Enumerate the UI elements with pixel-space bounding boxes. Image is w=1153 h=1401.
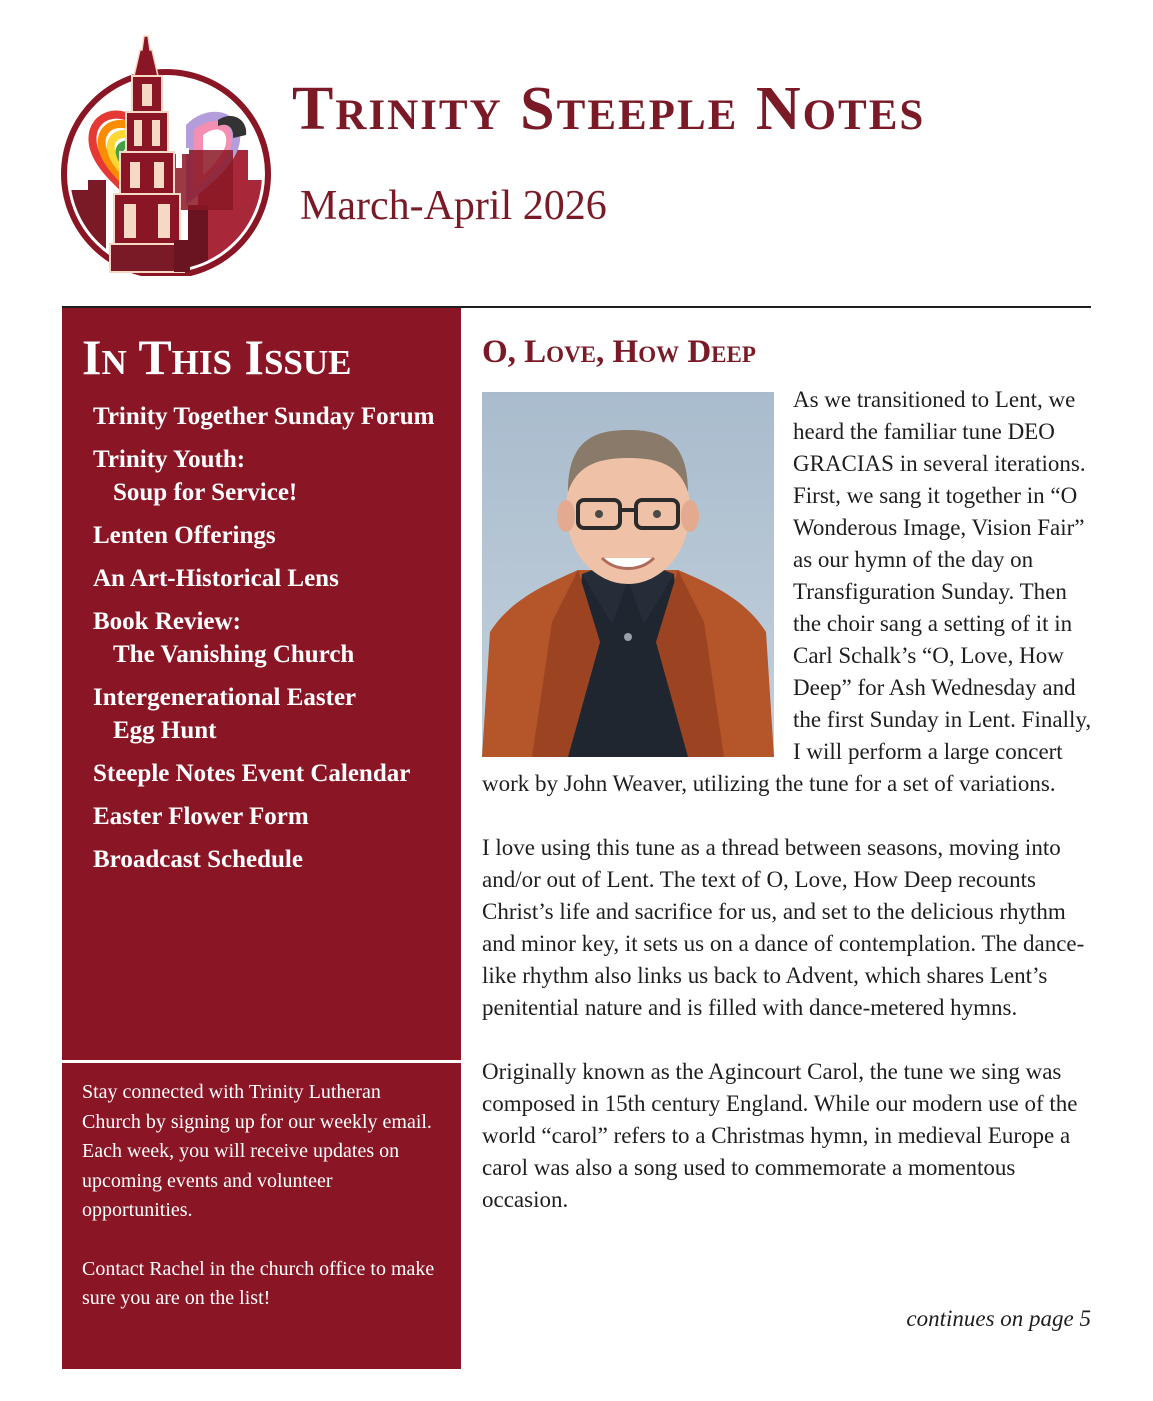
issue-date: March-April 2026 <box>300 183 607 229</box>
article-title: O, Love, How Deep <box>482 334 756 370</box>
toc-item[interactable] <box>93 800 435 833</box>
toc-item-sublabel: Egg Hunt <box>113 717 217 744</box>
continues-on-page-link[interactable]: continues on page 5 <box>906 1306 1091 1331</box>
article-paragraph: As we transitioned to Lent, we heard the familiar tune DEO GRACIAS in several iterations. First, we sang it together in “O Wonderous Image, Vision Fair” as our hymn of the day on Transfiguration Sunday. Then the choir sang a setting of it in Carl Schalk’s “O, Love, How Deep” for Ash Wednesday and the first Sunday in Lent. Finally, I will perform a large concert work by John Weaver, utilizing the tune for a set of variations. <box>482 387 1092 796</box>
table-of-contents <box>93 400 435 886</box>
toc-item[interactable] <box>93 605 435 671</box>
in-this-issue-heading: In This Issue <box>82 329 352 385</box>
toc-item-label: Steeple Notes Event Calendar <box>93 760 411 787</box>
toc-item[interactable] <box>93 681 435 747</box>
newsletter-title: Trinity Steeple Notes <box>292 75 926 143</box>
toc-item-label: Trinity Youth: <box>93 446 246 473</box>
toc-item[interactable] <box>93 400 435 433</box>
article-paragraph: Originally known as the Agincourt Carol, the tune we sing was composed in 15th century England. While our modern use of the world “carol” refers to a Christmas hymn, in medieval Europe a carol was also a song used to commemorate a momentous occasion. <box>482 1059 1078 1212</box>
toc-item-label: Book Review: <box>93 608 241 635</box>
in-this-issue-panel <box>62 308 461 1060</box>
toc-item-label: Easter Flower Form <box>93 803 309 830</box>
toc-item[interactable] <box>93 443 435 509</box>
toc-item-sublabel: The Vanishing Church <box>113 641 355 668</box>
toc-item-label: Trinity Together Sunday Forum <box>93 403 435 430</box>
author-portrait <box>482 392 774 757</box>
stay-connected-paragraph: Stay connected with Trinity Lutheran Church by signing up for our weekly email. Each week, you will receive updates on upcoming events and volunteer opportunities. <box>82 1081 432 1221</box>
contact-paragraph: Contact Rachel in the church office to make sure you are on the list! <box>82 1257 435 1309</box>
article-body <box>482 384 1094 1248</box>
toc-item[interactable] <box>93 519 435 552</box>
stay-connected-panel <box>62 1063 461 1369</box>
toc-item-label: An Art-Historical Lens <box>93 565 339 592</box>
article-paragraph: I love using this tune as a thread between seasons, moving into and/or out of Lent. The text of O, Love, How Deep recounts Christ’s life and sacrifice for us, and set to the delicious rhythm and minor key, it sets us on a dance of contemplation. The dance-like rhythm also links us back to Advent, which shares Lent’s penitential nature and is filled with dance-metered hymns. <box>482 835 1085 1020</box>
toc-item[interactable] <box>93 757 435 790</box>
toc-item-sublabel: Soup for Service! <box>113 479 298 506</box>
toc-item-label: Intergenerational Easter <box>93 684 357 711</box>
toc-item[interactable] <box>93 843 435 876</box>
toc-item-label: Lenten Offerings <box>93 522 276 549</box>
church-steeple-logo-icon <box>58 30 274 276</box>
toc-item[interactable] <box>93 562 435 595</box>
toc-item-label: Broadcast Schedule <box>93 846 303 873</box>
stay-connected-text <box>82 1078 442 1343</box>
